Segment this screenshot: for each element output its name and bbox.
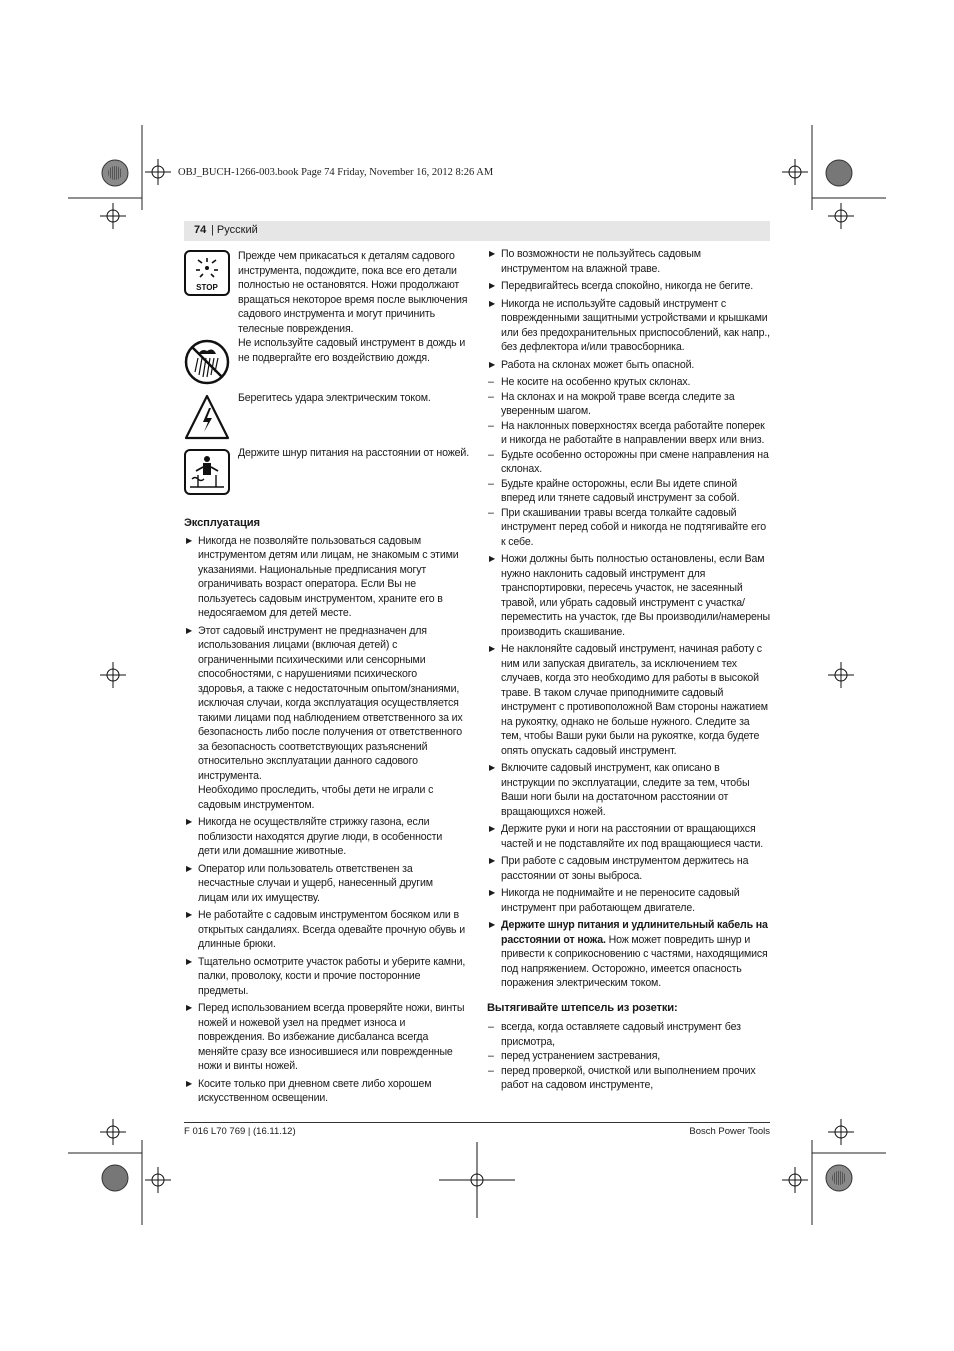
bullet-icon: ▶ [489, 644, 496, 653]
dash-item-text: Не косите на особенно крутых склонах. [501, 376, 691, 388]
dash-item [487, 506, 771, 550]
cable-away-icon [184, 449, 230, 495]
bullet-icon: ▶ [489, 856, 496, 865]
list-item [487, 247, 771, 276]
bullet-icon: ▶ [489, 888, 496, 897]
list-item-text: Этот садовый инструмент не предназначен для использования лицами (включая детей) с ограниченными психическими или сенсорными способностями, с нарушениями психического здоровья, а также с недостаточным опытом/знаниями, исключая случаи, когда эксплуатация осуществляется такими лицами под наблюдением ответственного за их безопасность либо после получения от ответственного за безопасность соответствующих разъяснений относительно эксплуатации данного садового инструмента. [198, 624, 463, 782]
list-item-bold [487, 918, 771, 991]
footer-doc-number: F 016 L70 769 | (16.11.12) [184, 1126, 296, 1137]
list-item-text: Оператор или пользователь ответственен за несчастные случаи и ущерб, нанесенный другим лицам или их имуществу. [198, 862, 433, 904]
bullet-icon: ▶ [489, 554, 496, 563]
bullet-icon: ▶ [186, 625, 193, 635]
list-item [487, 642, 771, 758]
dash-item [487, 1064, 771, 1093]
list-item-text: Нож может повредить шнур и привести к соприкосновению с частями, находящимися под напряжением. Осторожно, имеется опасность поражения электрическим током. [501, 933, 768, 989]
bullet-icon: ▶ [489, 920, 496, 929]
list-item [487, 886, 771, 915]
dash-item-text: При скашивании травы всегда толкайте садовый инструмент перед собой и никогда не подтягивайте его к себе. [501, 506, 766, 548]
list-item [184, 955, 466, 999]
list-item [487, 552, 771, 639]
footer-brand: Bosch Power Tools [689, 1126, 770, 1137]
dash-marker: – [488, 1021, 494, 1033]
dash-item [487, 419, 771, 448]
dash-item-text: перед устранением застревания, [501, 1050, 661, 1062]
list-item [487, 358, 771, 373]
list-item-text: Никогда не поднимайте и не переносите садовый инструмент при работающем двигателе. [501, 887, 740, 914]
dash-item-text: Будьте особенно осторожны при смене направления на склонах. [501, 448, 769, 475]
icon-text-rain: Не используйте садовый инструмент в дождь и не подвергайте его воздействию дождя. [238, 337, 466, 364]
dash-marker: – [488, 477, 494, 490]
list-item-text: Перед использованием всегда проверяйте ножи, винты ножей и ножевой узел на предмет износа и повреждения. Во избежание дисбаланса всегда меняйте сразу все износившиеся или поврежденные ножи и винты ножей. [198, 1002, 465, 1072]
list-item [487, 854, 771, 883]
bullet-icon: ▶ [489, 281, 496, 290]
page-header [184, 221, 770, 241]
bullet-icon: ▶ [489, 359, 496, 369]
list-item-text: Никогда не позволяйте пользоваться садовым инструментом детям или лицам, не знакомым с этими указаниями. Национальные предписания могут ограничивать возраст оператора. Если Вы не пользуетесь садовым инструментом, храните его в недосягаемом для детей месте. [198, 534, 459, 619]
language-name: Русский [216, 224, 258, 236]
list-item-text: Не наклоняйте садовый инструмент, начиная работу с ним или запуская двигатель, за исключением тех случаев, когда это необходимо для работы в высокой траве. В таком случае приподнимите садовый инструмент с противоположной Вам стороны нажатием на рукоятку, однако не больше нужного. Следите за тем, чтобы Ваши руки были на рукоятке, когда будете опять опускать садовый инструмент. [501, 643, 768, 757]
bullet-icon: ▶ [186, 863, 193, 873]
list-item-text: При работе с садовым инструментом держитесь на расстоянии от зоны выброса. [501, 855, 749, 882]
icon-text-cable: Держите шнур питания на расстоянии от ножей. [238, 447, 469, 459]
dash-item [487, 390, 771, 419]
list-item [184, 624, 466, 784]
bullet-icon: ▶ [489, 249, 496, 258]
list-item-text: Держите руки и ноги на расстоянии от вращающихся частей и не подставляйте их под вращающиеся части. [501, 823, 764, 850]
page-number: 74 [194, 224, 207, 236]
list-item [487, 822, 771, 851]
dash-marker: – [488, 419, 494, 432]
bullet-icon: ▶ [186, 1078, 193, 1088]
list-item [184, 862, 466, 906]
list-item-text: Работа на склонах может быть опасной. [501, 358, 695, 371]
list-item [184, 1077, 466, 1106]
dash-marker: – [488, 506, 494, 519]
electric-shock-icon [184, 394, 230, 440]
language-label: | Русский [211, 224, 258, 236]
left-column [184, 516, 466, 1109]
bullet-icon: ▶ [489, 763, 496, 772]
icon-text-electric: Берегитесь удара электрическим током. [238, 392, 431, 404]
list-item [184, 815, 466, 859]
list-item-bold-text: Держите шнур питания и удлинительный кабель на расстоянии от ножа. [501, 919, 768, 946]
bullet-icon: ▶ [489, 824, 496, 833]
list-item-text: Ножи должны быть полностью остановлены, если Вам нужно наклонить садовый инструмент для транспортировки, пересечь участок, не засеянный травой, или убрать садовый инструмент с участка/переместить на участок, где Вы производили/намерены производить скашивание. [501, 553, 770, 638]
stop-blades-icon [184, 250, 230, 296]
list-item-text: Включите садовый инструмент, как описано в инструкции по эксплуатации, следите за тем, чтобы Ваши ноги были на достаточном расстоянии от вращающихся ножей. [501, 762, 750, 818]
list-item [184, 908, 466, 952]
dash-item [487, 1020, 771, 1049]
right-column [487, 247, 771, 1093]
dash-item [487, 375, 771, 390]
bullet-icon: ▶ [489, 298, 496, 308]
bullet-icon: ▶ [186, 817, 193, 826]
list-item-text: Косите только при дневном свете либо хорошем искусственном освещении. [198, 1077, 432, 1104]
list-item-text: Не работайте с садовым инструментом босяком или в открытых сандалиях. Всегда одевайте прочную обувь и длинные брюки. [198, 909, 465, 950]
dash-item [487, 477, 771, 506]
list-item [184, 1001, 466, 1074]
dash-item-text: всегда, когда оставляете садовый инструмент без присмотра, [501, 1021, 741, 1048]
list-item-text: Никогда не осуществляйте стрижку газона, если поблизости находятся другие люди, в особенности дети или домашние животные. [198, 816, 443, 857]
list-item [487, 279, 771, 294]
section-heading-unplug: Вытягивайте штепсель из розетки: [487, 1001, 678, 1014]
footer-divider [184, 1122, 770, 1123]
bullet-icon: ▶ [186, 535, 193, 545]
dash-item-text: На наклонных поверхностях всегда работайте поперек и никогда не работайте в направлении вверх или вниз. [501, 419, 765, 446]
dash-item-text: Будьте крайне осторожны, если Вы идете спиной вперед или тянете садовый инструмент за собой. [501, 477, 740, 504]
list-item [487, 761, 771, 819]
dash-item [487, 448, 771, 477]
bullet-icon: ▶ [186, 956, 193, 966]
no-rain-icon [184, 339, 230, 385]
section-heading-operation: Эксплуатация [184, 517, 260, 529]
bullet-icon: ▶ [186, 910, 193, 919]
dash-marker: – [488, 376, 494, 388]
dash-marker: – [488, 390, 494, 403]
dash-marker: – [488, 1064, 494, 1077]
dash-marker: – [488, 448, 494, 461]
list-item-text: Никогда не используйте садовый инструмент с поврежденными защитными устройствами и крышками или без предохранительных приспособлений, как напр., без дефлектора и/или травосборника. [501, 297, 770, 353]
bullet-icon: ▶ [186, 1003, 193, 1012]
list-item-note [184, 783, 466, 812]
dash-item-text: На склонах и на мокрой траве всегда следите за уверенным шагом. [501, 390, 735, 417]
dash-marker: – [488, 1050, 494, 1062]
list-item-text: Тщательно осмотрите участок работы и уберите камни, палки, проволоку, кости и прочие посторонние предметы. [198, 955, 466, 997]
stop-label: STOP [196, 283, 218, 292]
print-info-line: OBJ_BUCH-1266-003.book Page 74 Friday, November 16, 2012 8:26 AM [178, 167, 494, 178]
icon-text-stop: Прежде чем прикасаться к деталям садового инструмента, подождите, пока все его детали полностью не остановятся. Ножи продолжают вращаться некоторое время после выключения садового инструмента и могут причинить телесные повреждения. [238, 250, 468, 335]
list-item-text: По возможности не пользуйтесь садовым инструментом на влажной траве. [501, 248, 701, 275]
dash-item [487, 1049, 771, 1064]
dash-item-text: перед проверкой, очисткой или выполнением прочих работ на садовом инструменте, [501, 1064, 756, 1091]
list-item [184, 534, 466, 621]
list-item-text: Необходимо проследить, чтобы дети не играли с садовым инструментом. [198, 784, 434, 811]
list-item [487, 297, 771, 355]
list-item-text: Передвигайтесь всегда спокойно, никогда не бегите. [501, 280, 754, 292]
